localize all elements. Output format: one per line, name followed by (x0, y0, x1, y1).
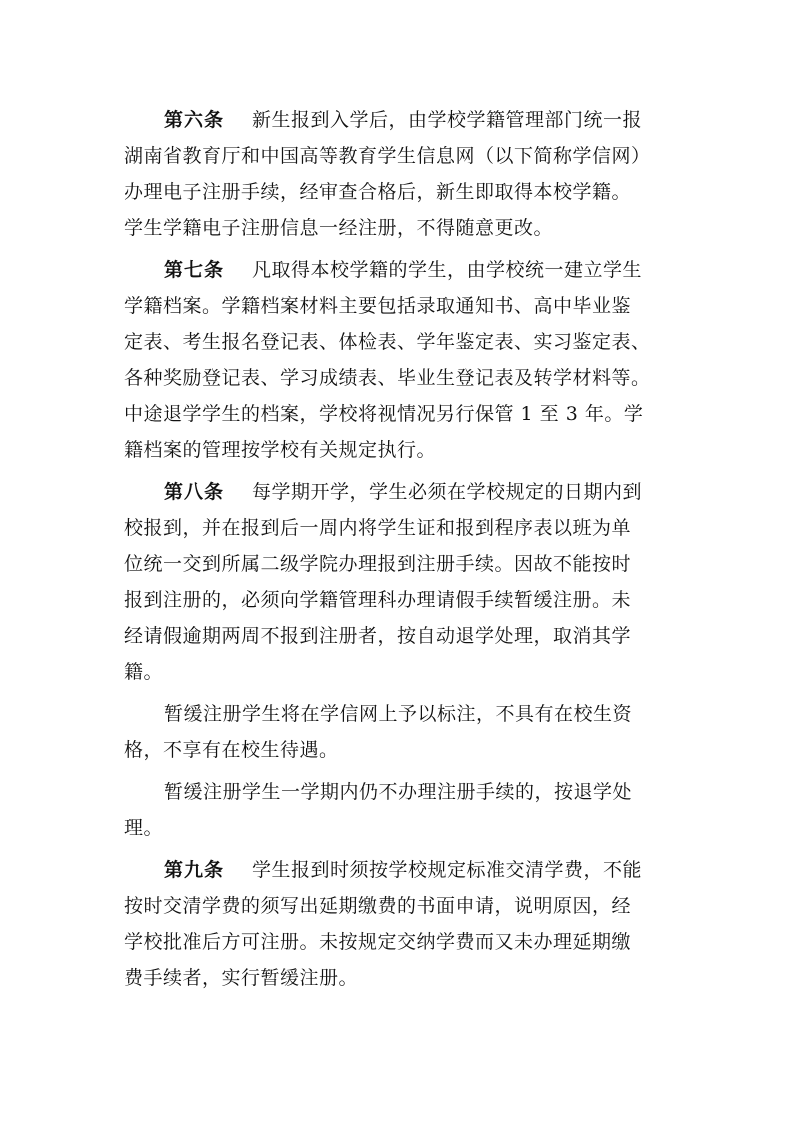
article-9-first-line (164, 852, 704, 888)
paragraph-1-line: 格，不享有在校生待遇。 (124, 739, 339, 761)
article-7-heading: 第七条 (164, 259, 225, 281)
article-8-line: 经请假逾期两周不报到注册者，按自动退学处理，取消其学 (124, 625, 632, 647)
article-8-line: 报到注册的，必须向学籍管理科办理请假手续暂缓注册。未 (124, 589, 632, 611)
article-6-text: 新生报到入学后，由学校学籍管理部门统一报 (252, 109, 643, 131)
article-8-line: 籍。 (124, 661, 164, 683)
article-8-line: 位统一交到所属二级学院办理报到注册手续。因故不能按时 (124, 553, 632, 575)
article-7-first-line (164, 252, 704, 288)
paragraph-2-first-line: 暂缓注册学生一学期内仍不办理注册手续的，按退学处 (164, 781, 633, 803)
article-8-text: 每学期开学，学生必须在学校规定的日期内到 (252, 481, 643, 503)
article-7-line: 中途退学学生的档案，学校将视情况另行保管 1 至 3 年。学 (124, 403, 644, 425)
article-6-line: 办理电子注册手续，经审查合格后，新生即取得本校学籍。 (124, 181, 632, 203)
article-8-heading: 第八条 (164, 481, 225, 503)
article-9-line: 费手续者，实行暂缓注册。 (124, 967, 359, 989)
article-7-text: 凡取得本校学籍的学生，由学校统一建立学生 (252, 259, 643, 281)
article-8-line: 校报到，并在报到后一周内将学生证和报到程序表以班为单 (124, 517, 632, 539)
article-8-first-line (164, 474, 704, 510)
paragraph-2-line: 理。 (124, 817, 164, 839)
paragraph-1-first-line: 暂缓注册学生将在学信网上予以标注，不具有在校生资 (164, 703, 633, 725)
article-6-heading: 第六条 (164, 109, 225, 131)
article-9-line: 学校批准后方可注册。未按规定交纳学费而又未办理延期缴 (124, 931, 632, 953)
article-7-line: 籍档案的管理按学校有关规定执行。 (124, 439, 437, 461)
article-7-line: 各种奖励登记表、学习成绩表、毕业生登记表及转学材料等。 (124, 367, 651, 389)
article-7-line: 定表、考生报名登记表、体检表、学年鉴定表、实习鉴定表、 (124, 331, 651, 353)
article-6-line: 湖南省教育厅和中国高等教育学生信息网（以下简称学信网） (124, 145, 651, 167)
article-6-first-line (164, 102, 704, 138)
article-9-text: 学生报到时须按学校规定标准交清学费，不能 (252, 859, 643, 881)
article-6-line: 学生学籍电子注册信息一经注册，不得随意更改。 (124, 217, 554, 239)
article-7-line: 学籍档案。学籍档案材料主要包括录取通知书、高中毕业鉴 (124, 295, 632, 317)
article-9-heading: 第九条 (164, 859, 225, 881)
article-9-line: 按时交清学费的须写出延期缴费的书面申请，说明原因，经 (124, 895, 632, 917)
